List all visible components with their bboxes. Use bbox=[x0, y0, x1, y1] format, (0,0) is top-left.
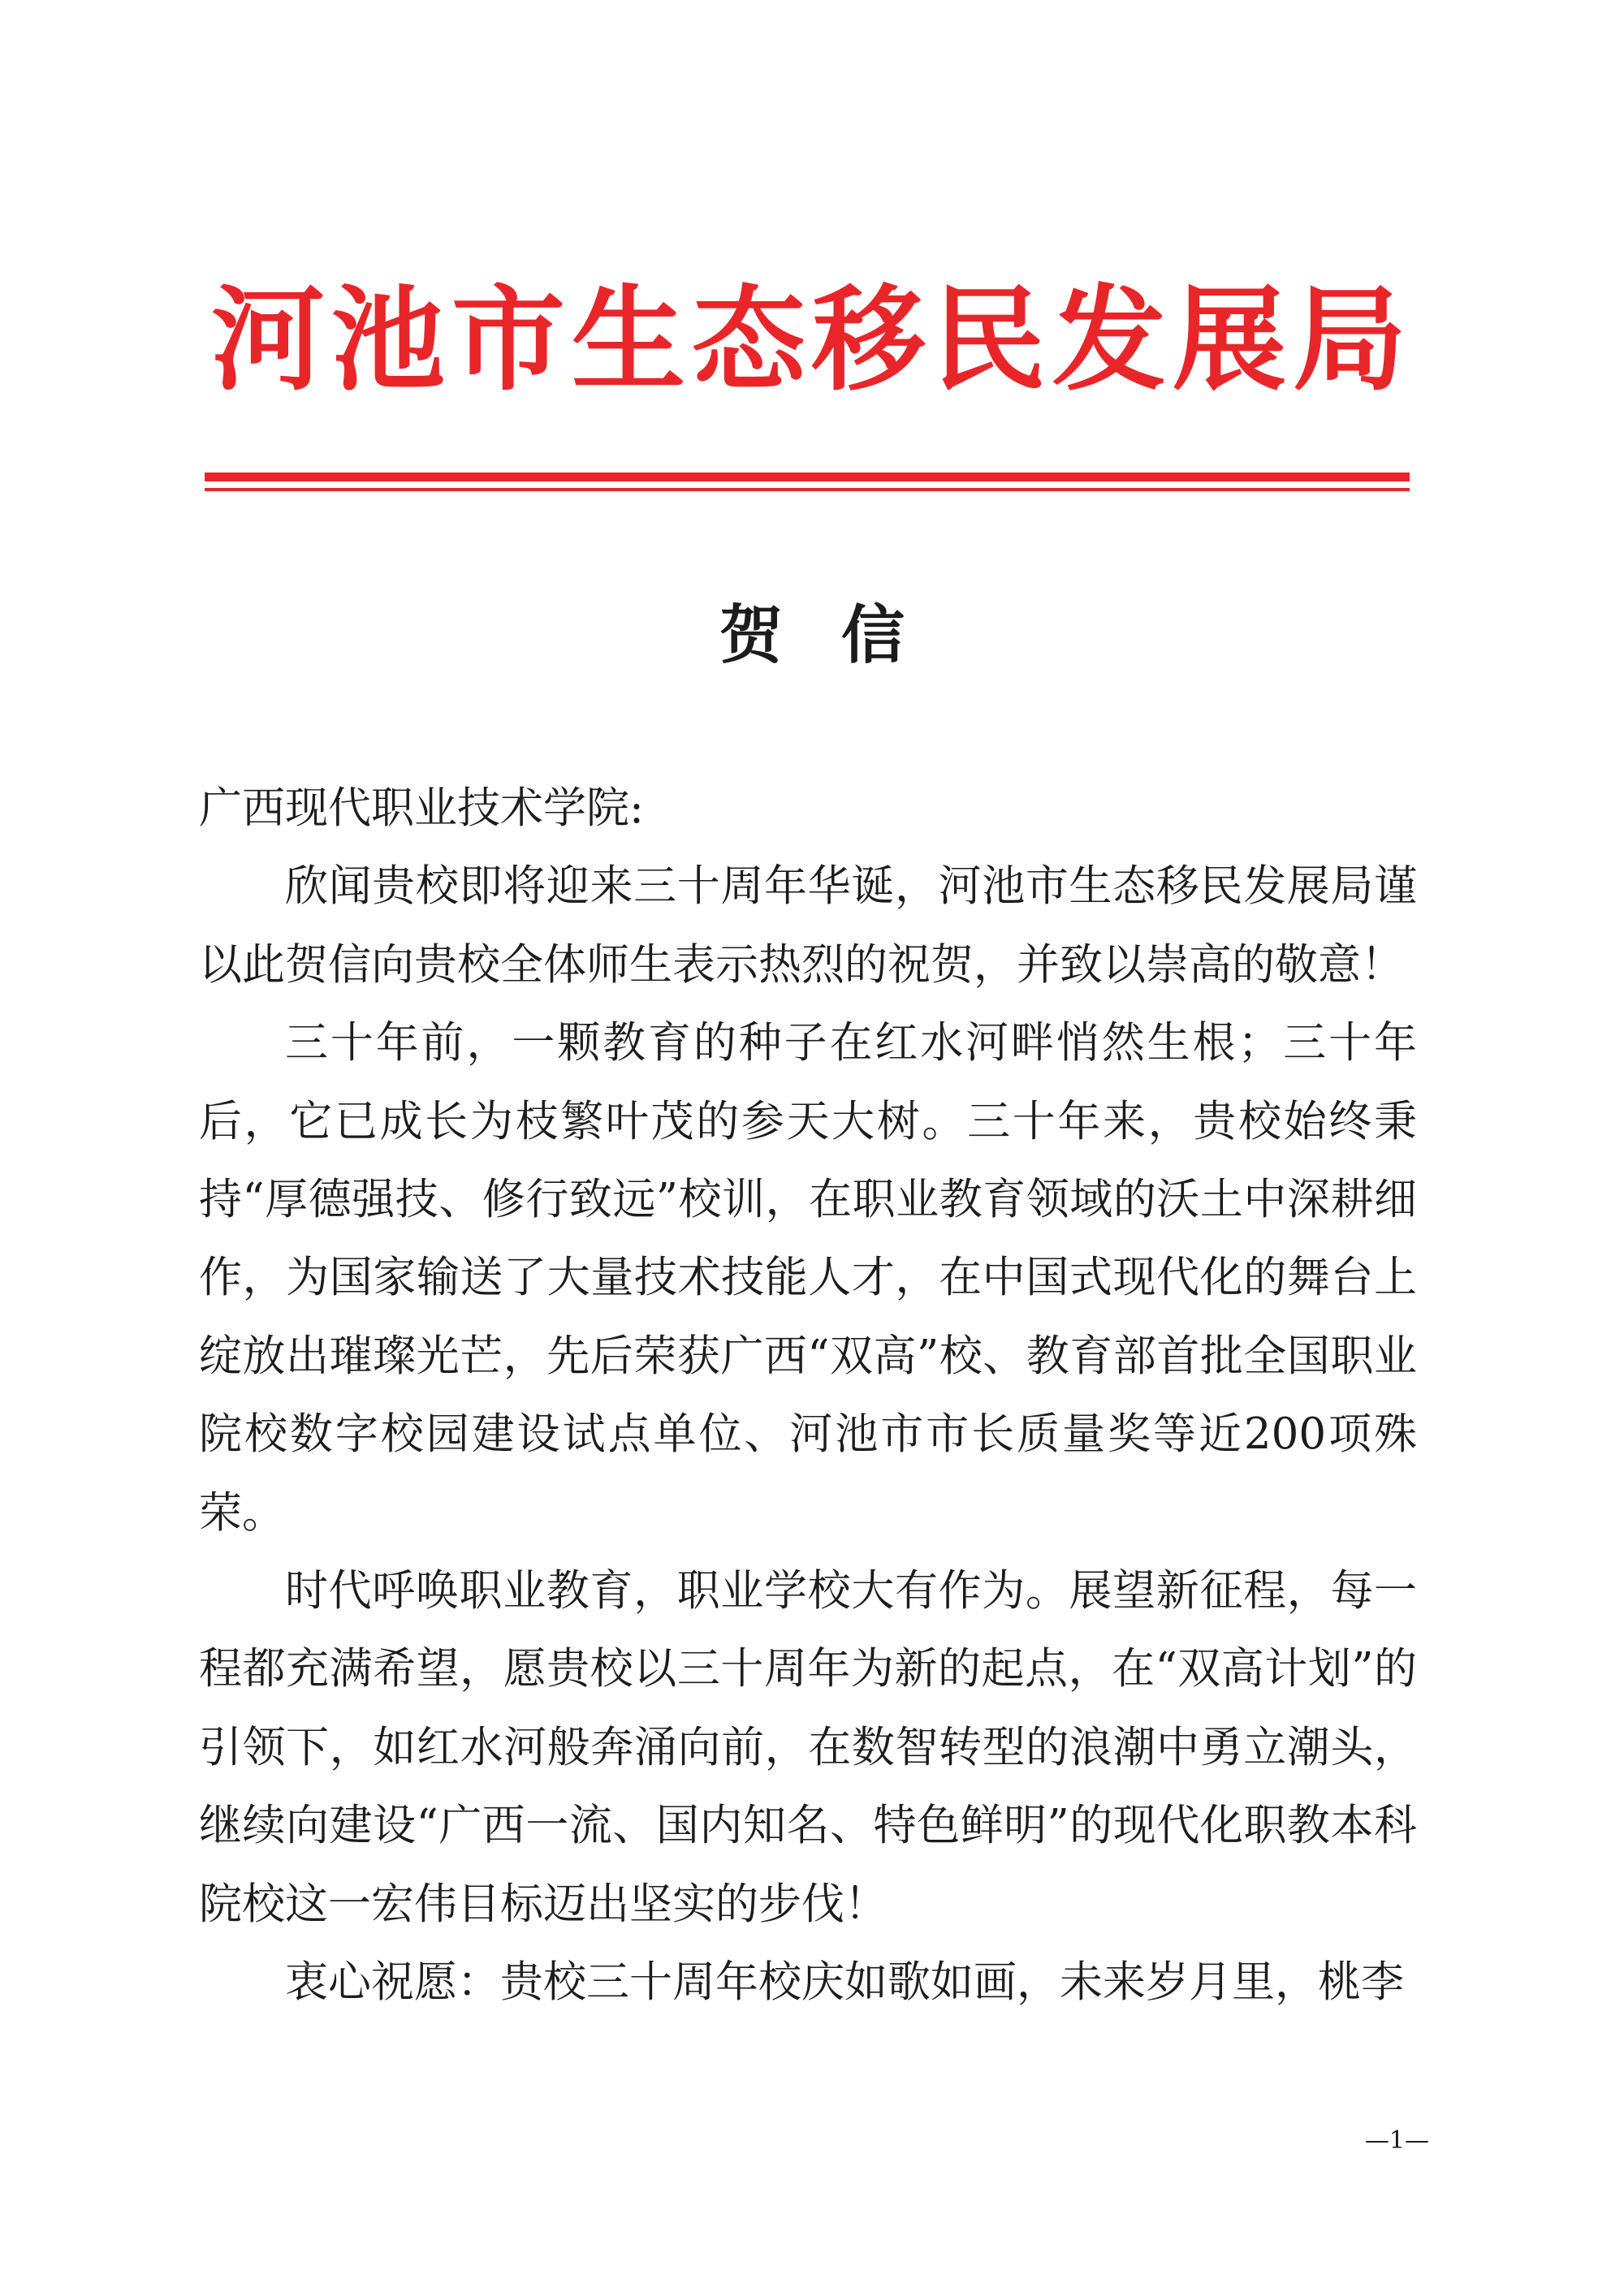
paragraph-outlook: 时代呼唤职业教育，职业学校大有作为。展望新征程，每一程都充满希望，愿贵校以三十周年为新的起点，在“双高计划”的引领下，如红水河般奔涌向前，在数智转型的浪潮中勇立潮头，继续向建设“广西一流、国内知名、特色鲜明”的现代化职教本科院校这一宏伟目标迈出坚实的步伐！ bbox=[199, 1566, 1417, 1929]
paragraph-history: 三十年前，一颗教育的种子在红水河畔悄然生根；三十年后，它已成长为枝繁叶茂的参天大树。三十年来，贵校始终秉持“厚德强技、修行致远”校训，在职业教育领域的沃土中深耕细作，为国家输送了大量技术技能人才，在中国式现代化的舞台上绽放出璀璨光芒，先后荣获广西“双高”校、教育部首批全国职业院校数字校园建设试点单位、河池市市长质量奖等近200项殊荣。 bbox=[199, 1018, 1417, 1538]
document-title: 贺信 bbox=[719, 598, 963, 672]
salutation: 广西现代职业技术学院: bbox=[199, 783, 644, 833]
letterhead-org-name: 河池市生态移民发展局 bbox=[210, 274, 1413, 407]
paragraph-wishes: 衷心祝愿：贵校三十周年校庆如歌如画，未来岁月里，桃李 bbox=[285, 1957, 1404, 2008]
page-number: —1— bbox=[1364, 2126, 1429, 2155]
letterhead-divider-thin bbox=[205, 488, 1410, 491]
paragraph-congratulation: 欣闻贵校即将迎来三十周年华诞，河池市生态移民发展局谨以此贺信向贵校全体师生表示热烈的祝贺，并致以崇高的敬意！ bbox=[199, 861, 1417, 990]
letter-body bbox=[199, 770, 1417, 2022]
letterhead-divider-thick bbox=[205, 473, 1410, 481]
